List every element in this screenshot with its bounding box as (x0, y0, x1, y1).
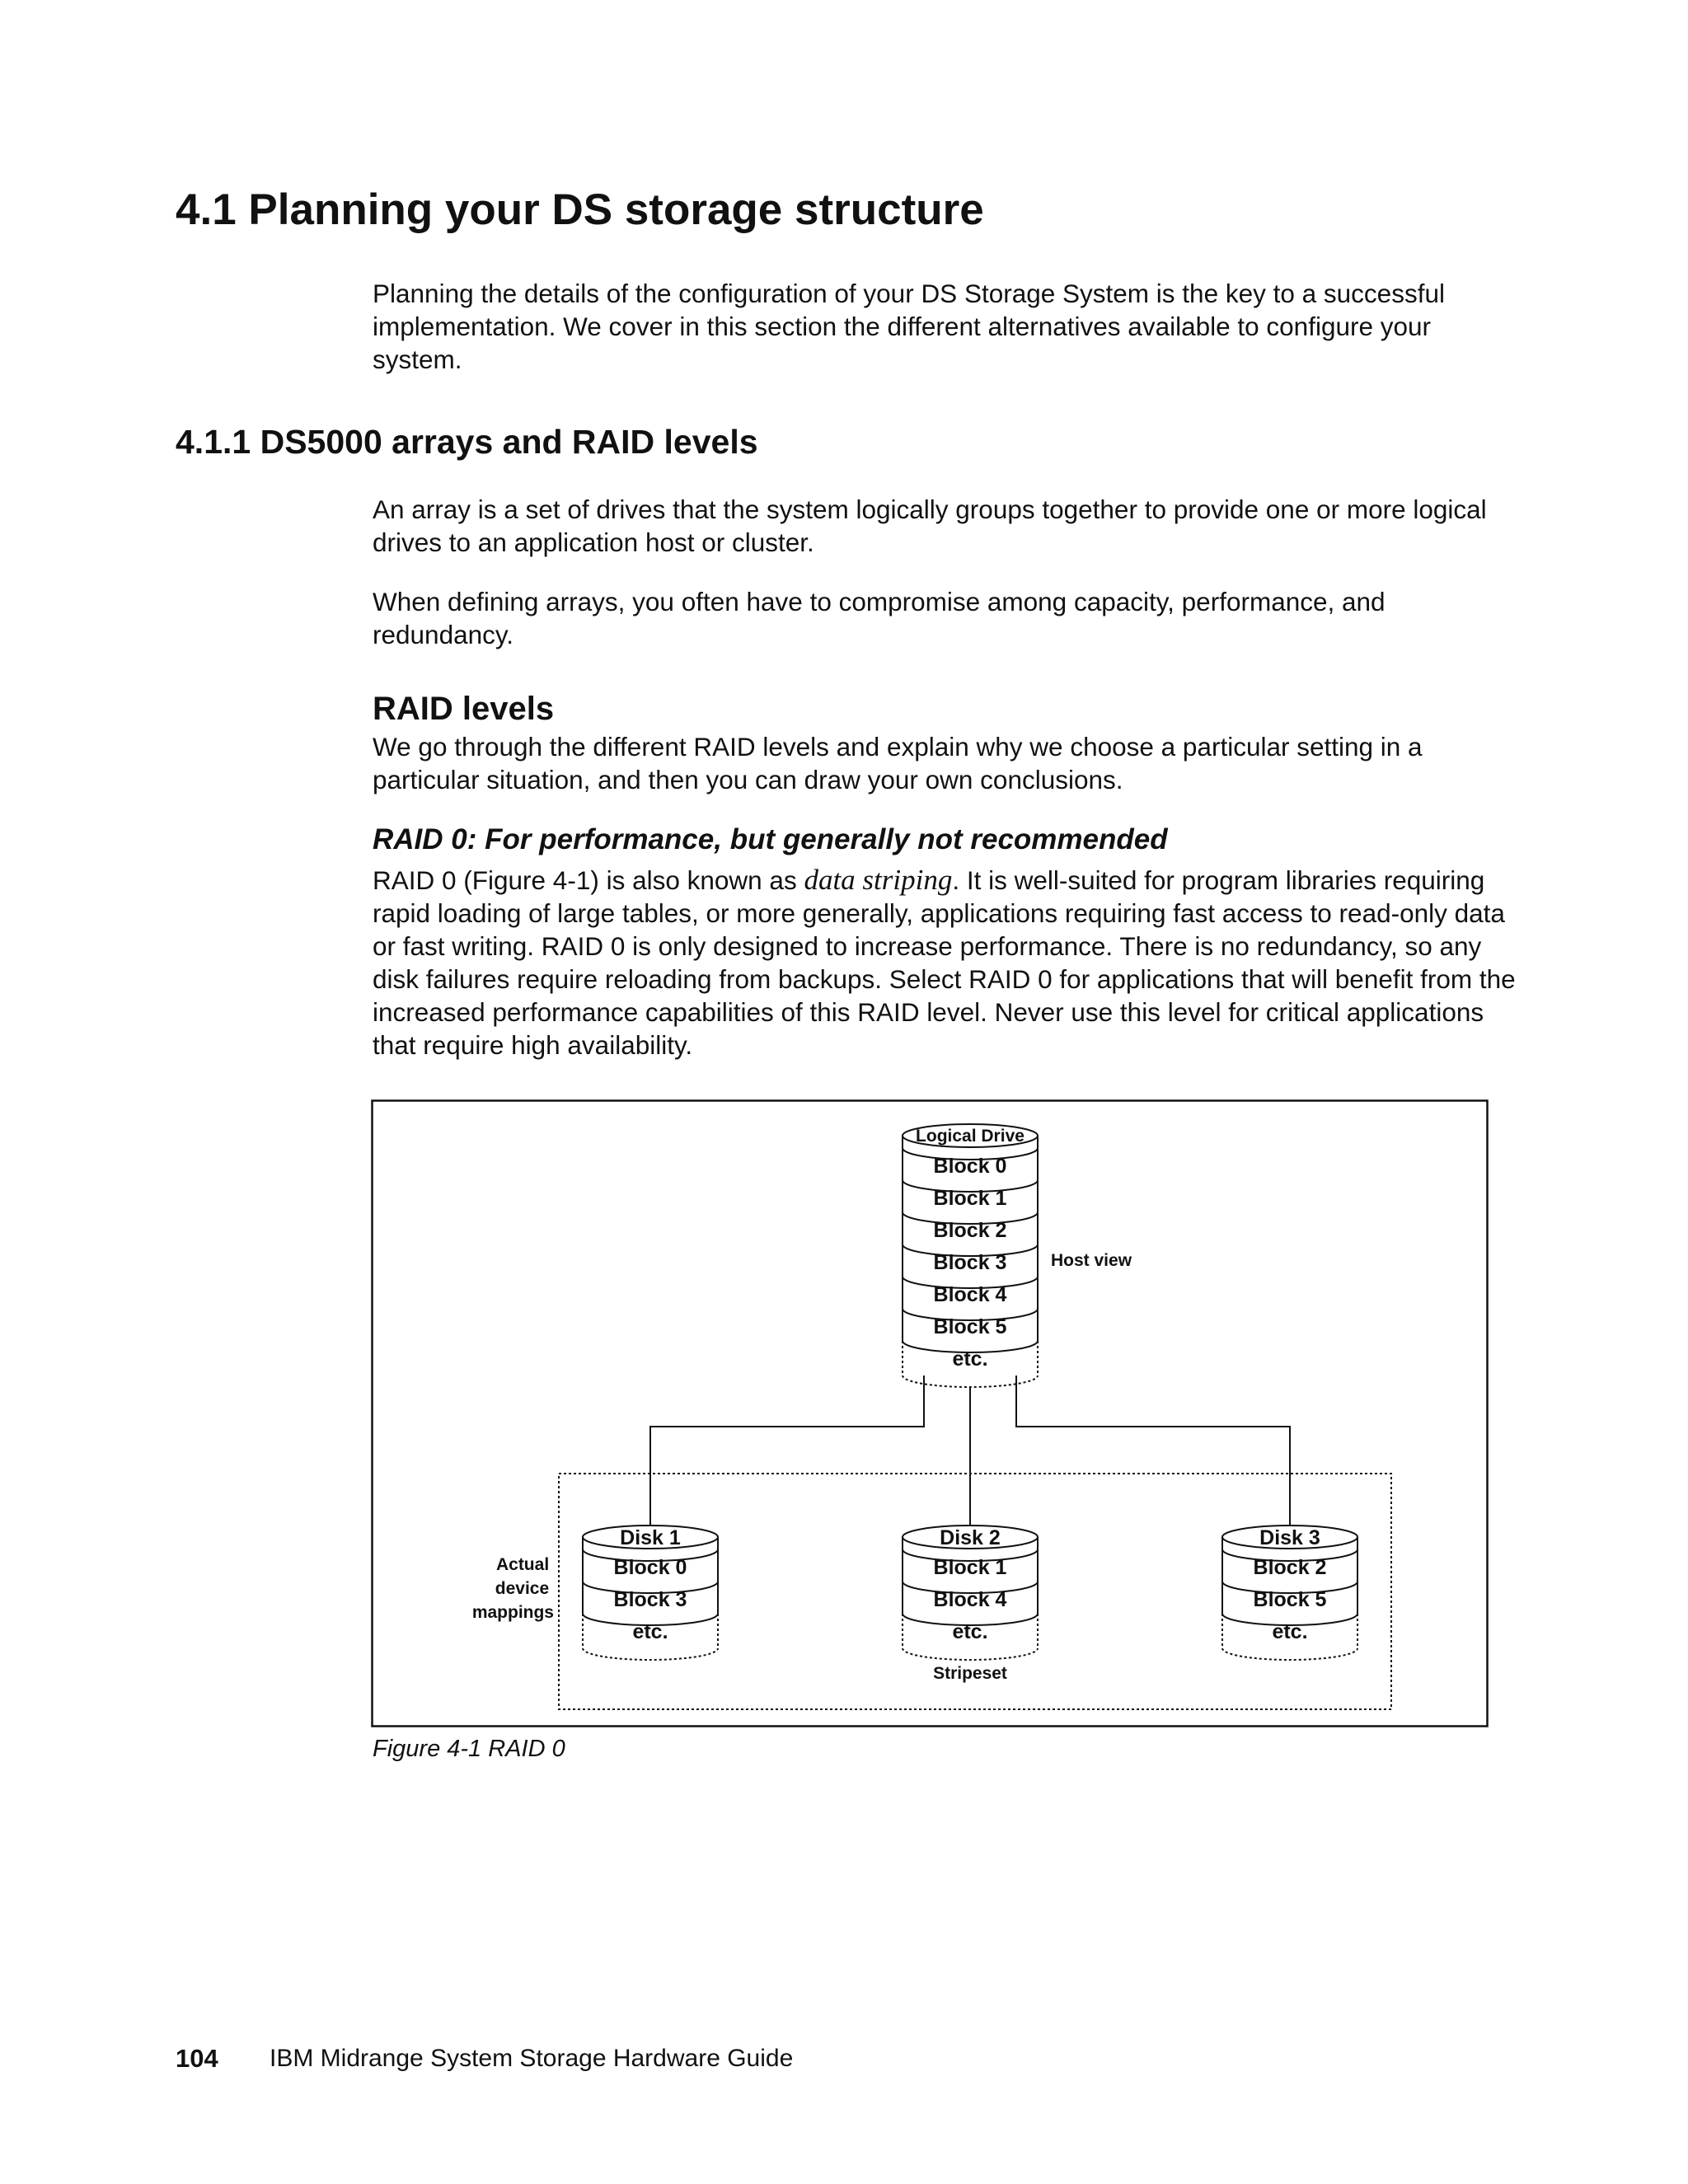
disk-1-block-1: Block 3 (613, 1588, 687, 1611)
data-striping-term: data striping (804, 864, 953, 896)
disk-2-label: Disk 2 (940, 1526, 1001, 1549)
raid-levels-paragraph: We go through the different RAID levels and explain why we choose a particular setting in a particular situation, and then you can draw your own conclusions. (373, 732, 1423, 794)
logical-drive-block-5: Block 5 (933, 1315, 1007, 1338)
logical-drive-etc: etc. (952, 1347, 988, 1371)
disk-1-block-0: Block 0 (613, 1556, 687, 1579)
connector-disk-3 (1016, 1376, 1290, 1528)
disk-3-block-0: Block 2 (1253, 1556, 1327, 1579)
logical-drive-block-3: Block 3 (933, 1251, 1007, 1274)
logical-drive-label: Logical Drive (916, 1127, 1025, 1146)
mapping-label (472, 1555, 554, 1622)
raid0-text-start: RAID 0 (Figure 4-1) is also known as (373, 865, 804, 895)
disk-2-etc: etc. (952, 1620, 988, 1643)
disk-3-cylinder (1222, 1526, 1357, 1660)
raid0-diagram (371, 1099, 1489, 1727)
disk-3-etc: etc. (1272, 1620, 1308, 1643)
raid-levels-heading: RAID levels (373, 691, 555, 727)
connector-disk-1 (650, 1376, 924, 1528)
array-compromise-paragraph: When defining arrays, you often have to compromise among capacity, performance, and redundancy. (373, 587, 1386, 649)
logical-drive-cylinder (903, 1124, 1038, 1387)
disk-1-etc: etc. (632, 1620, 668, 1643)
connector-lines (650, 1376, 1290, 1528)
disk-1-cylinder (583, 1526, 718, 1660)
array-definition-paragraph: An array is a set of drives that the system logically groups together to provide one or more logical drives to an application host or cluster. (373, 494, 1487, 557)
raid0-heading: RAID 0: For performance, but generally not recommended (373, 823, 1168, 855)
mapping-label-line-2: device (495, 1579, 550, 1598)
stripeset-label: Stripeset (933, 1664, 1007, 1683)
logical-drive-block-0: Block 0 (933, 1155, 1007, 1178)
figure-caption: Figure 4-1 RAID 0 (373, 1736, 565, 1762)
disk-cylinders (583, 1526, 1357, 1660)
disk-2-block-0: Block 1 (933, 1556, 1007, 1579)
disk-2-cylinder (903, 1526, 1038, 1660)
logical-drive-block-2: Block 2 (933, 1219, 1007, 1242)
mapping-label-line-1: Actual (495, 1555, 550, 1574)
mapping-label-line-3: mappings (471, 1603, 554, 1622)
book-title: IBM Midrange System Storage Hardware Guide (270, 2045, 794, 2072)
section-title: 4.1 Planning your DS storage structure (176, 185, 984, 234)
raid0-paragraph (373, 864, 1518, 1062)
disk-1-label: Disk 1 (620, 1526, 681, 1549)
raid0-text-rest: . It is well-suited for program libraries requiring rapid loading of large tables, or more generally, applications requiring fast access to read-only data or fast writing. RAID 0 is only designed to increase performance. There is no redundancy, so any disk failures require reloading from backups. Select RAID 0 for applications that will benefit from the increased performance capabilities of this RAID level. Never use this level for critical applications that require high availability. (373, 865, 1516, 1060)
section-intro: Planning the details of the configuration of your DS Storage System is the key to a successful implementation. We cover in this section the different alternatives available to configure your system. (373, 279, 1445, 374)
subsection-title: 4.1.1 DS5000 arrays and RAID levels (176, 423, 758, 461)
disk-3-block-1: Block 5 (1253, 1588, 1327, 1611)
disk-2-block-1: Block 4 (933, 1588, 1007, 1611)
page-number: 104 (176, 2044, 218, 2073)
disk-3-label: Disk 3 (1259, 1526, 1320, 1549)
logical-drive-block-1: Block 1 (933, 1187, 1007, 1210)
host-view-label: Host view (1051, 1251, 1132, 1270)
logical-drive-block-4: Block 4 (933, 1283, 1007, 1306)
